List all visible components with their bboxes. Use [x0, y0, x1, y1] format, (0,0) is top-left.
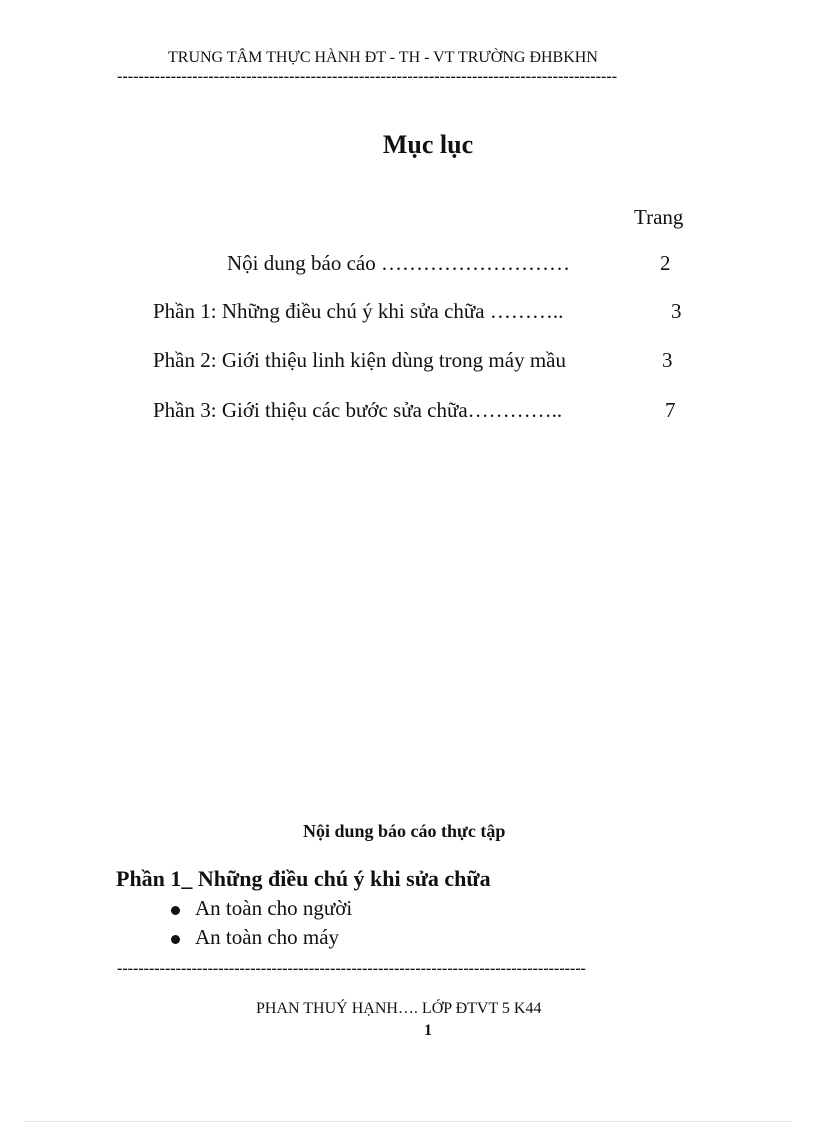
toc-entry-label: Phần 1: Những điều chú ý khi sửa chữa ……….. [153, 299, 564, 323]
toc-entry-page: 3 [662, 348, 673, 372]
toc-entry-label: Phần 3: Giới thiệu các bước sửa chữa………….. [153, 398, 563, 422]
bullet-dot-icon [171, 906, 180, 915]
bullet-item: An toàn cho người [195, 896, 353, 920]
report-section-title: Nội dung báo cáo thực tập [303, 821, 506, 841]
bullet-item: An toàn cho máy [195, 925, 340, 949]
toc-title: Mục lục [382, 130, 474, 159]
footer-page-number: 1 [424, 1022, 432, 1039]
bullet-dot-icon [171, 935, 180, 944]
toc-entry-page: 3 [671, 299, 682, 323]
toc-entry-label: Nội dung báo cáo ……………………… [227, 251, 570, 275]
toc-page-column-label: Trang [634, 205, 684, 229]
page-header-title: TRUNG TÂM THỰC HÀNH ĐT - TH - VT TRƯỜNG ĐHBKHN [168, 49, 598, 66]
footer-divider: ---------------------------------------------------------------------------------------- [117, 960, 586, 977]
toc-entry-page: 2 [660, 251, 671, 275]
toc-entry-label: Phần 2: Giới thiệu linh kiện dùng trong máy mầu [153, 348, 566, 372]
toc-entry-page: 7 [665, 398, 676, 422]
page-bottom-border [25, 1121, 791, 1122]
part-1-heading: Phần 1_ Những điều chú ý khi sửa chữa [116, 866, 491, 891]
header-divider: --------------------------------------------------------------------------------------------- [117, 68, 618, 85]
footer-author: PHAN THUÝ HẠNH…. LỚP ĐTVT 5 K44 [256, 1000, 542, 1017]
